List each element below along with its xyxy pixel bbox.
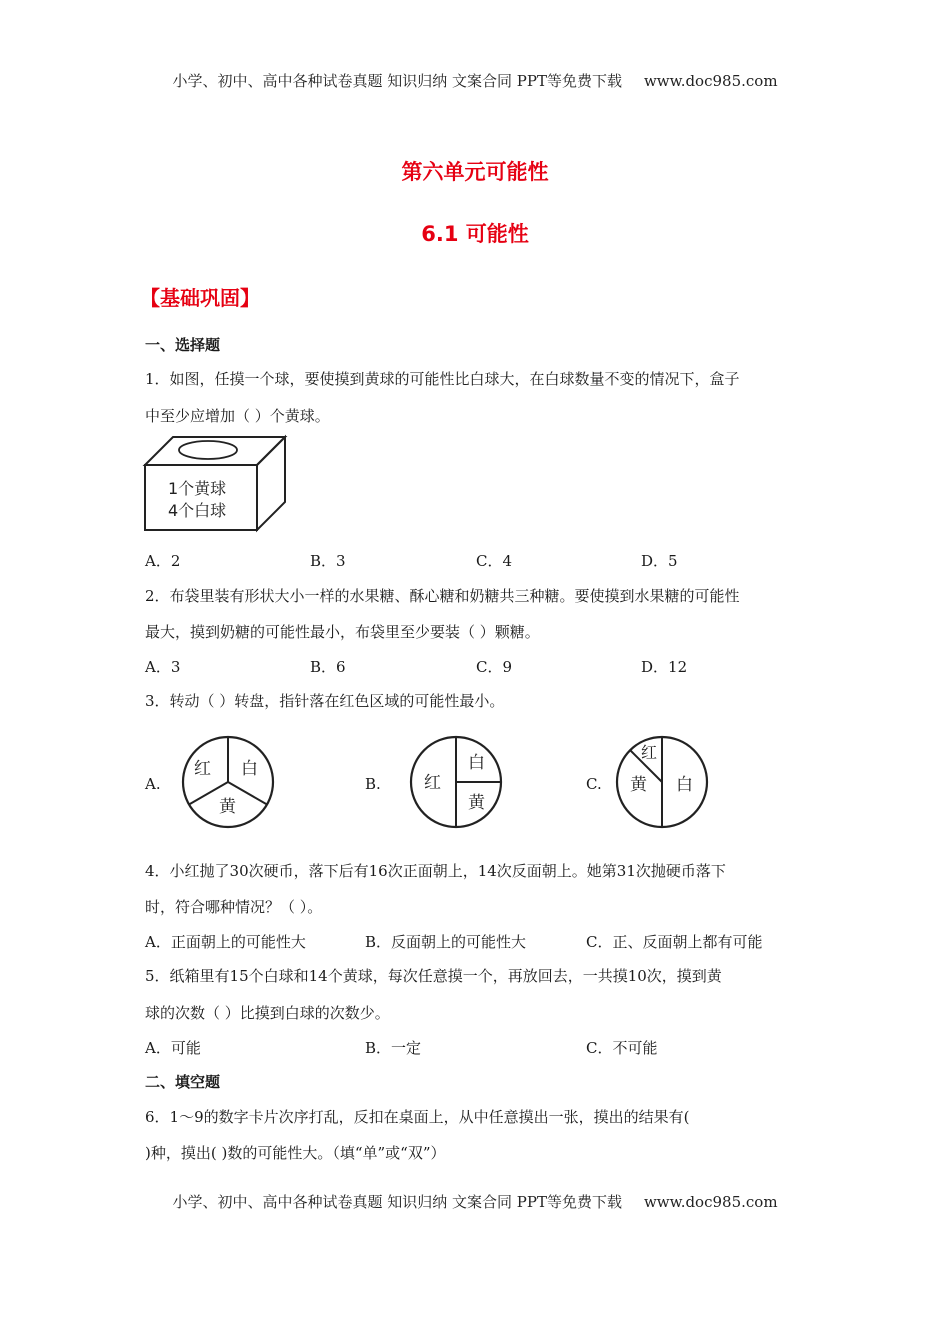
spinner-a-white: 白 <box>241 759 258 779</box>
q2-option-d[interactable]: D．12 <box>641 658 688 676</box>
q2-option-c[interactable]: C．9 <box>476 658 513 676</box>
q1-option-d[interactable]: D．5 <box>641 552 678 570</box>
footer-text: 小学、初中、高中各种试卷真题 知识归纳 文案合同 PPT等免费下载 <box>172 1193 622 1211</box>
spinner-a[interactable] <box>180 734 276 830</box>
spinner-a-yellow: 黄 <box>219 797 236 817</box>
q2-option-b[interactable]: B．6 <box>310 658 346 676</box>
q6-line1: 6．1～9的数字卡片次序打乱，反扣在桌面上，从中任意摸出一张，摸出的结果有( <box>145 1108 690 1126</box>
header-text: 小学、初中、高中各种试卷真题 知识归纳 文案合同 PPT等免费下载 <box>172 72 622 90</box>
footer-url[interactable]: www.doc985.com <box>643 1193 778 1211</box>
unit-title: 第六单元可能性 <box>401 160 549 184</box>
q3-option-a[interactable]: A. <box>145 775 161 793</box>
q1-option-a[interactable]: A．2 <box>145 552 181 570</box>
spinner-c-yellow: 黄 <box>630 775 647 795</box>
q6-line2: )种，摸出( )数的可能性大。（填“单”或“双”） <box>145 1144 446 1162</box>
q4-option-b[interactable]: B．反面朝上的可能性大 <box>365 933 527 951</box>
spinner-c-red: 红 <box>641 743 658 762</box>
q2-line2: 最大，摸到奶糖的可能性最小，布袋里至少要装（ ）颗糖。 <box>145 623 540 641</box>
q5-line2: 球的次数（ ）比摸到白球的次数少。 <box>145 1004 390 1022</box>
header-url[interactable]: www.doc985.com <box>643 72 778 90</box>
section-label: 【基础巩固】 <box>140 286 260 310</box>
q4-line2: 时，符合哪种情况？（ ）。 <box>145 898 323 916</box>
q4-option-c[interactable]: C．正、反面朝上都有可能 <box>586 933 763 951</box>
q2-option-a[interactable]: A．3 <box>145 658 181 676</box>
spinner-b-red: 红 <box>424 773 441 793</box>
spinner-c-white: 白 <box>676 775 693 795</box>
q3-line1: 3．转动（ ）转盘，指针落在红色区域的可能性最小。 <box>145 692 505 710</box>
ball-box-figure <box>140 432 290 534</box>
q3-option-b[interactable]: B. <box>365 775 381 793</box>
q5-option-b[interactable]: B．一定 <box>365 1039 422 1057</box>
q5-option-a[interactable]: A．可能 <box>145 1039 201 1057</box>
q1-option-c[interactable]: C．4 <box>476 552 513 570</box>
box-label-yellow: 1个黄球 <box>168 479 227 498</box>
q4-option-a[interactable]: A．正面朝上的可能性大 <box>145 933 306 951</box>
lesson-title: 6.1 可能性 <box>421 222 529 246</box>
q4-line1: 4．小红抛了30次硬币，落下后有16次正面朝上，14次反面朝上。她第31次抛硬币落下 <box>145 862 726 880</box>
q5-line1: 5．纸箱里有15个白球和14个黄球，每次任意摸一个，再放回去，一共摸10次，摸到黄 <box>145 967 722 985</box>
box-hole <box>179 441 237 459</box>
spinner-b-white: 白 <box>468 753 485 773</box>
q1-line1: 1．如图，任摸一个球，要使摸到黄球的可能性比白球大，在白球数量不变的情况下，盒子 <box>145 370 740 388</box>
part1-label: 一、选择题 <box>145 336 221 354</box>
page-footer <box>0 1191 950 1212</box>
spinner-c[interactable] <box>614 734 710 830</box>
spinner-a-red: 红 <box>194 759 211 779</box>
spinner-b[interactable] <box>408 734 504 830</box>
q1-line2: 中至少应增加（ ）个黄球。 <box>145 407 330 425</box>
box-side <box>257 437 285 530</box>
q5-option-c[interactable]: C．不可能 <box>586 1039 658 1057</box>
q1-option-b[interactable]: B．3 <box>310 552 346 570</box>
spinner-b-yellow: 黄 <box>468 793 485 813</box>
q3-option-c[interactable]: C. <box>586 775 602 793</box>
box-label-white: 4个白球 <box>168 501 227 520</box>
q2-line1: 2．布袋里装有形状大小一样的水果糖、酥心糖和奶糖共三种糖。要使摸到水果糖的可能性 <box>145 587 740 605</box>
page-header <box>0 70 950 91</box>
part2-label: 二、填空题 <box>145 1073 221 1091</box>
